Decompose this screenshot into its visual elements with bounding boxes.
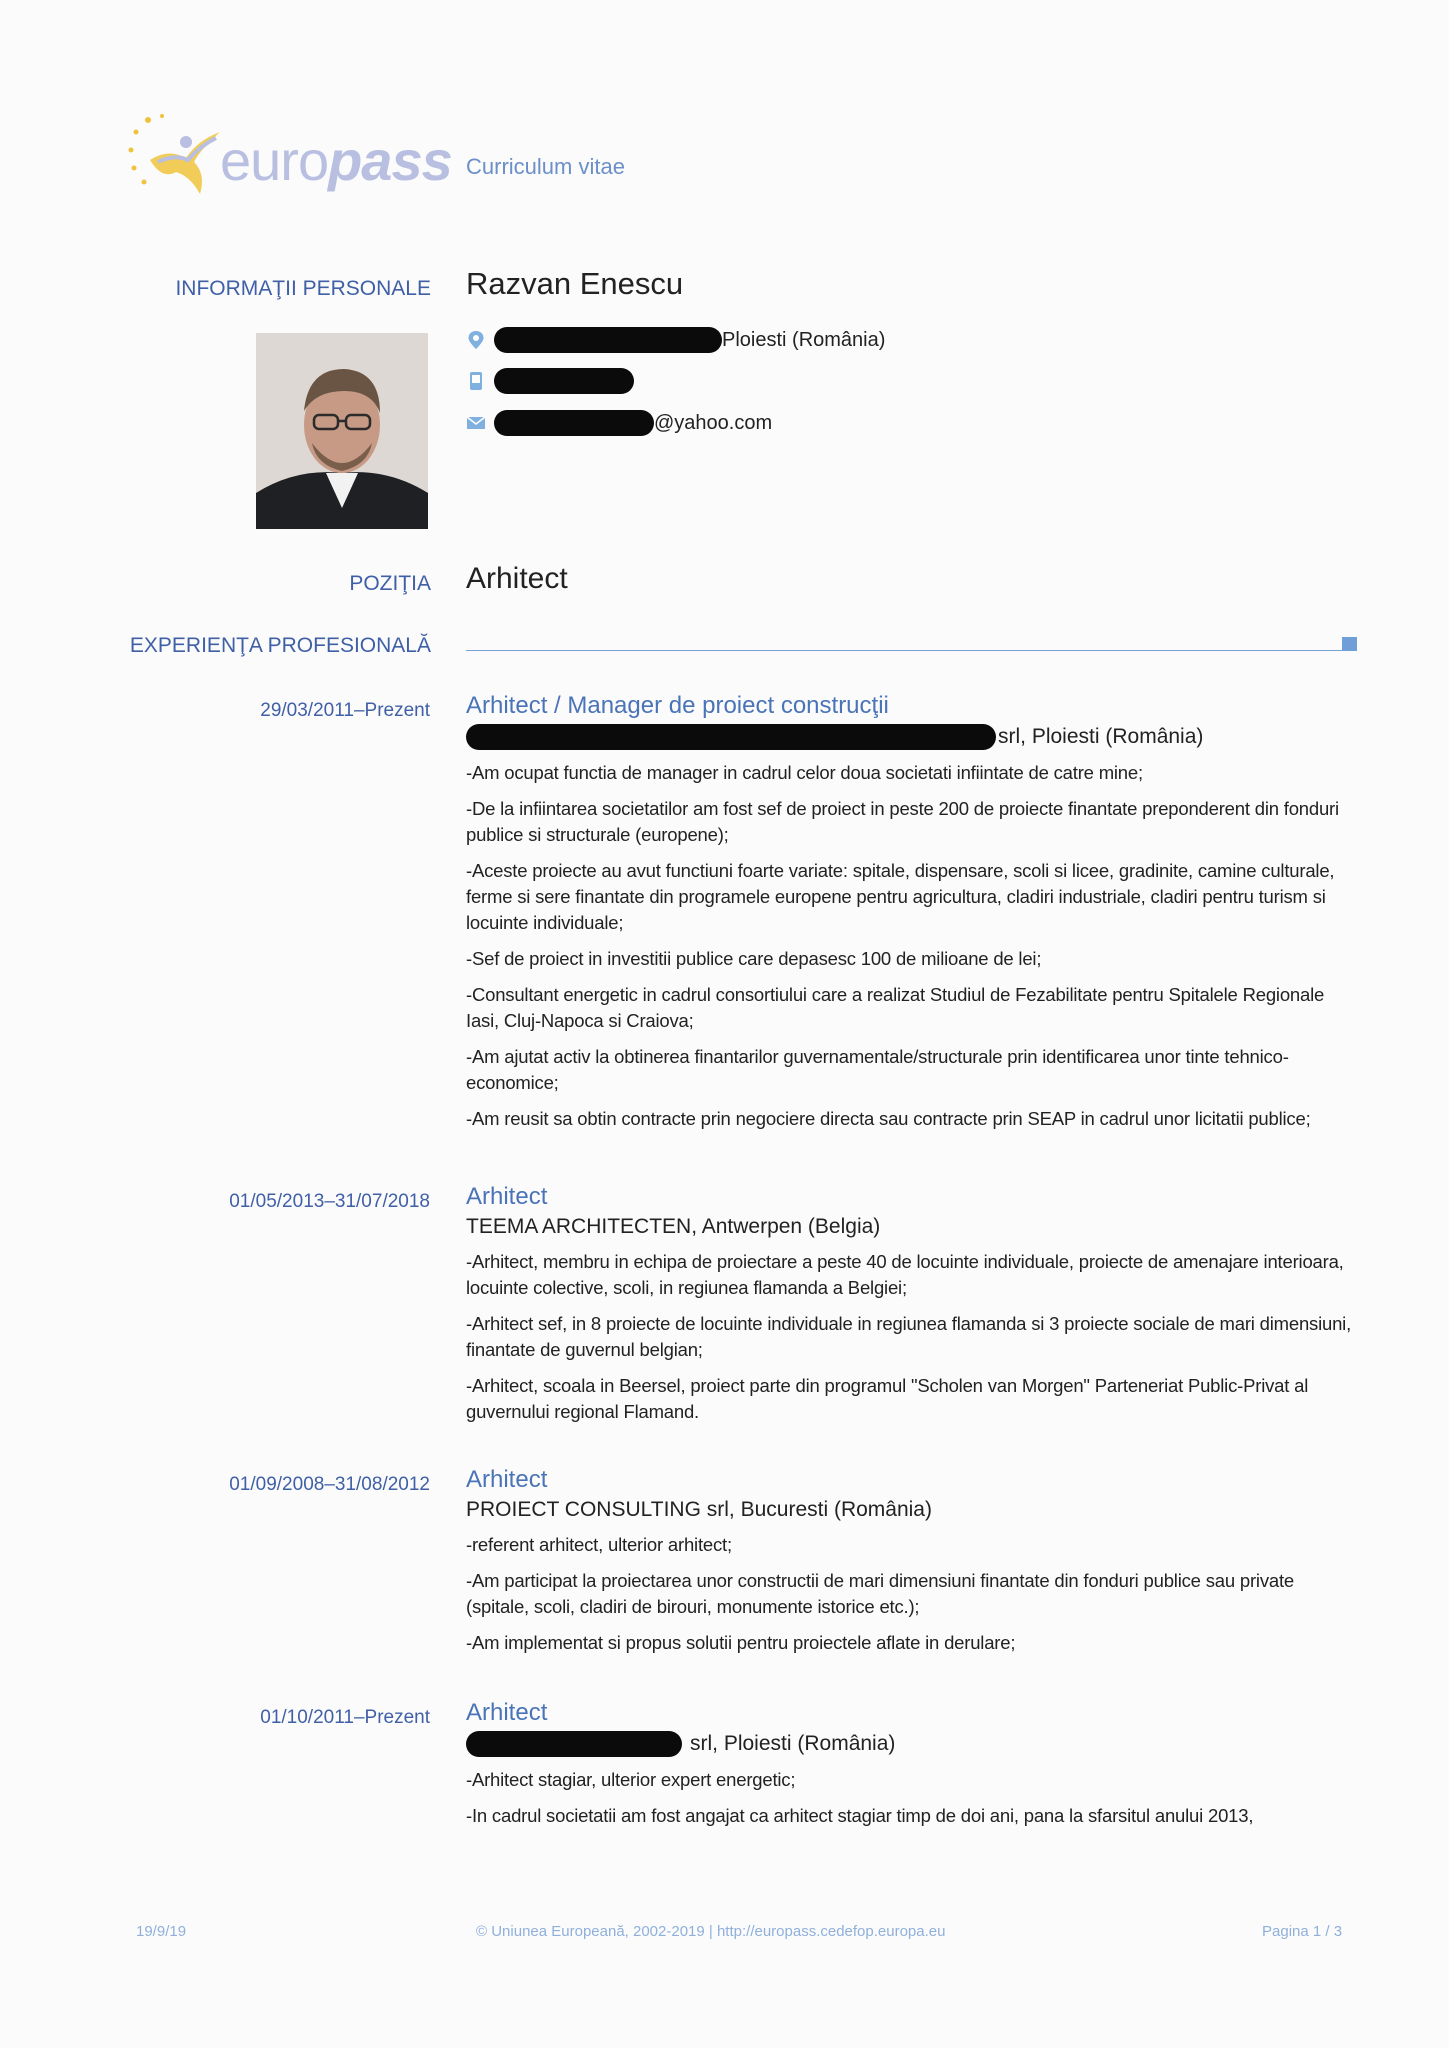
job-dates: 01/09/2008–31/08/2012	[229, 1474, 430, 1495]
list-item: -Am ocupat functia de manager in cadrul celor doua societati infiintate de catre mine;	[466, 762, 1143, 783]
personal-info-label: INFORMAŢII PERSONALE	[175, 277, 431, 300]
phone-line	[466, 368, 634, 394]
list-item: -In cadrul societatii am fost angajat ca arhitect stagiar timp de doi ani, pana la sfarsitul anului 2013,	[466, 1805, 1254, 1826]
experience-label: EXPERIENŢA PROFESIONALĂ	[129, 634, 431, 657]
section-divider-marker	[1342, 637, 1357, 651]
job-dates: 29/03/2011–Prezent	[260, 700, 430, 721]
redacted-email-user	[494, 410, 654, 436]
job-entry	[466, 1466, 1356, 1666]
job-title: Arhitect	[466, 1183, 548, 1210]
job-employer	[466, 724, 1356, 750]
footer-copyright[interactable]: © Uniunea Europeană, 2002-2019 | http://europass.cedefop.europa.eu	[476, 1923, 946, 1940]
job-bullets	[466, 760, 1356, 1132]
europass-logo	[128, 110, 452, 205]
section-divider	[466, 650, 1356, 651]
person-name: Razvan Enescu	[466, 266, 684, 301]
job-title: Arhitect / Manager de proiect construcţii	[466, 692, 889, 719]
job-dates: 01/10/2011–Prezent	[260, 1707, 430, 1728]
job-bullets	[466, 1249, 1356, 1425]
list-item: -Am reusit sa obtin contracte prin negociere directa sau contracte prin SEAP in cadrul unor licitatii publice;	[466, 1108, 1311, 1129]
star-figure-icon	[128, 110, 228, 205]
position-label: POZIŢIA	[349, 572, 431, 595]
redacted-employer	[466, 724, 996, 750]
job-title: Arhitect	[466, 1699, 548, 1726]
position-value: Arhitect	[466, 562, 568, 595]
list-item: -De la infiintarea societatilor am fost sef de proiect in peste 200 de proiecte finantate preponderent din fonduri publice si structurale (europene);	[466, 798, 1339, 845]
email-domain: @yahoo.com	[654, 411, 773, 434]
address-line	[466, 327, 885, 353]
redacted-address	[494, 327, 722, 353]
email-icon	[466, 413, 486, 433]
job-entry	[466, 1699, 1356, 1839]
phone-icon	[466, 371, 486, 391]
job-employer-location: srl, Ploiesti (România)	[998, 725, 1204, 748]
footer-date: 19/9/19	[136, 1923, 187, 1940]
job-employer: TEEMA ARCHITECTEN, Antwerpen (Belgia)	[466, 1215, 881, 1238]
job-employer: PROIECT CONSULTING srl, Bucuresti (România)	[466, 1498, 932, 1521]
job-dates: 01/05/2013–31/07/2018	[229, 1191, 430, 1212]
job-bullets	[466, 1767, 1356, 1829]
job-employer	[466, 1731, 1356, 1757]
job-entry	[466, 1183, 1356, 1435]
location-icon	[466, 330, 486, 350]
list-item: -Am participat la proiectarea unor constructii de mari dimensiuni finantate din fonduri publice sau private (spitale, scoli, cladiri de birouri, monumente istorice etc.);	[466, 1570, 1294, 1617]
job-title: Arhitect	[466, 1466, 548, 1493]
list-item: -Sef de proiect in investitii publice care depasesc 100 de milioane de lei;	[466, 948, 1042, 969]
list-item: -referent arhitect, ulterior arhitect;	[466, 1534, 732, 1555]
footer-page-number: Pagina 1 / 3	[1262, 1923, 1343, 1940]
job-entry	[466, 692, 1356, 1142]
list-item: -Am ajutat activ la obtinerea finantarilor guvernamentale/structurale prin identificarea unor tinte tehnico-economice;	[466, 1046, 1289, 1093]
email-line	[466, 410, 772, 436]
list-item: -Arhitect, membru in echipa de proiectare a peste 40 de locuinte individuale, proiecte de amenajare interioara, locuinte colective, scoli, in regiunea flamanda a Belgiei;	[466, 1251, 1344, 1298]
redacted-employer	[466, 1731, 682, 1757]
list-item: -Arhitect sef, in 8 proiecte de locuinte individuale in regiunea flamanda si 3 proiecte sociale de mari dimensiuni, finantate de guvernul belgian;	[466, 1313, 1352, 1360]
list-item: -Consultant energetic in cadrul consortiului care a realizat Studiul de Fezabilitate pentru Spitalele Regionale Iasi, Cluj-Napoca si Craiova;	[466, 984, 1325, 1031]
list-item: -Aceste proiecte au avut functiuni foarte variate: spitale, dispensare, scoli si licee, gradinite, camine culturale, ferme si sere finantate din programele europene pentru agricultura, cladiri industriale, cladiri pentru turism si locuinte individuale;	[466, 860, 1335, 933]
job-bullets	[466, 1532, 1356, 1656]
address-city: Ploiesti (România)	[722, 328, 886, 351]
job-employer-location: srl, Ploiesti (România)	[690, 1732, 896, 1755]
redacted-phone	[494, 368, 634, 394]
profile-photo	[256, 333, 428, 529]
logo-wordmark: europass	[220, 129, 452, 192]
list-item: -Am implementat si propus solutii pentru proiectele aflate in derulare;	[466, 1632, 1016, 1653]
document-title: Curriculum vitae	[466, 154, 625, 179]
list-item: -Arhitect stagiar, ulterior expert energetic;	[466, 1769, 796, 1790]
list-item: -Arhitect, scoala in Beersel, proiect parte din programul "Scholen van Morgen" Parteneriat Public-Privat al guvernului regional Flamand.	[466, 1375, 1309, 1422]
